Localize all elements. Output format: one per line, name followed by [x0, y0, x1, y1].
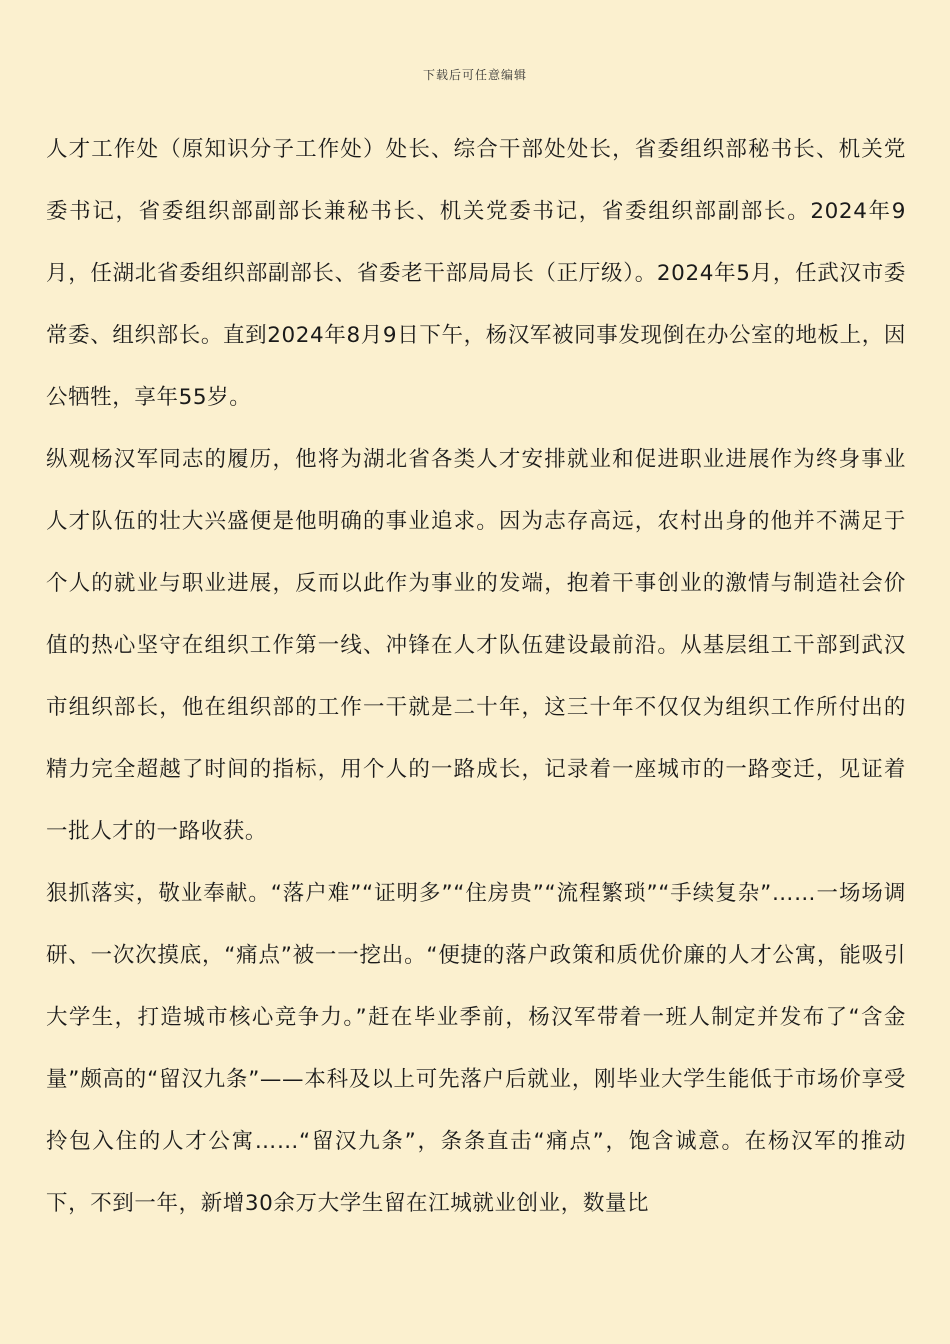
page-header-note: 下载后可任意编辑 — [422, 68, 527, 82]
paragraph-2: 纵观杨汉军同志的履历，他将为湖北省各类人才安排就业和促进职业进展作为终身事业人才队伍的壮大兴盛便是他明确的事业追求。因为志存高远，农村出身的他并不满足于个人的就业与职业进展，反而以此作为事业的发端，抱着干事创业的激情与制造社会价值的热心坚守在组织工作第一线、冲锋在人才队伍建设最前沿。从基层组工干部到武汉市组织部长，他在组织部的工作一干就是二十年，这三十年不仅仅为组织工作所付出的精力完全超越了时间的指标，用个人的一路成长，记录着一座城市的一路变迁，见证着一批人才的一路收获。 — [46, 447, 906, 844]
paragraph-1: 人才工作处（原知识分子工作处）处长、综合干部处处长，省委组织部秘书长、机关党委书记，省委组织部副部长兼秘书长、机关党委书记，省委组织部副部长。2024年9月，任湖北省委组织部副部长、省委老干部局局长（正厅级）。2024年5月，任武汉市委常委、组织部长。直到2024年8月9日下午，杨汉军被同事发现倒在办公室的地板上，因公牺牲，享年55岁。 — [46, 137, 906, 410]
document-body — [46, 119, 906, 1235]
paragraph-3: 狠抓落实，敬业奉献。“落户难”“证明多”“住房贵”“流程繁琐”“手续复杂”……一场场调研、一次次摸底，“痛点”被一一挖出。“便捷的落户政策和质优价廉的人才公寓，能吸引大学生，打造城市核心竞争力。”赶在毕业季前，杨汉军带着一班人制定并发布了“含金量”颇高的“留汉九条”——本科及以上可先落户后就业，刚毕业大学生能低于市场价享受拎包入住的人才公寓……“留汉九条”，条条直击“痛点”，饱含诚意。在杨汉军的推动下，不到一年，新增30余万大学生留在江城就业创业，数量比 — [46, 881, 906, 1216]
